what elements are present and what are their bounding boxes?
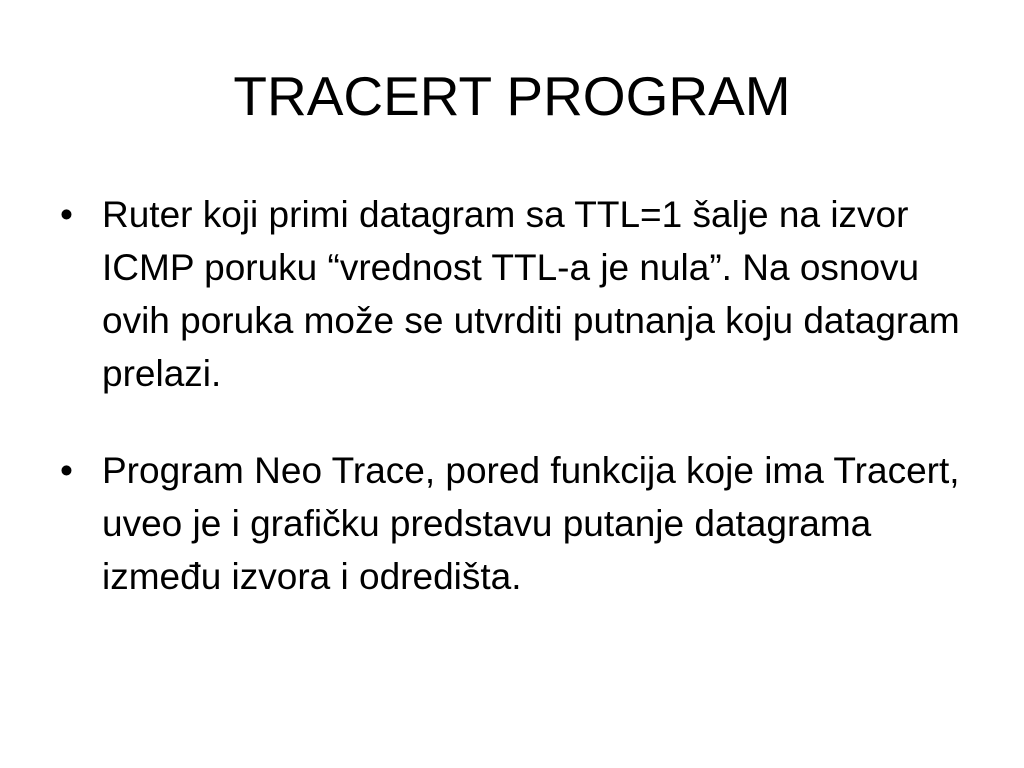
bullet-text: Ruter koji primi datagram sa TTL=1 šalje na izvor ICMP poruku “vrednost TTL-a je nula”. Na osnovu ovih poruka može se utvrditi putnanja koju datagram prelazi. [102,194,960,394]
bullet-marker: • [60,194,73,235]
bullet-item [60,444,960,603]
bullet-marker: • [60,450,73,491]
bullet-list [60,188,960,647]
bullet-text: Program Neo Trace, pored funkcija koje ima Tracert, uveo je i grafičku predstavu putanje datagrama između izvora i odredišta. [102,450,960,597]
slide-title: TRACERT PROGRAM [233,65,791,127]
bullet-item [60,188,960,400]
